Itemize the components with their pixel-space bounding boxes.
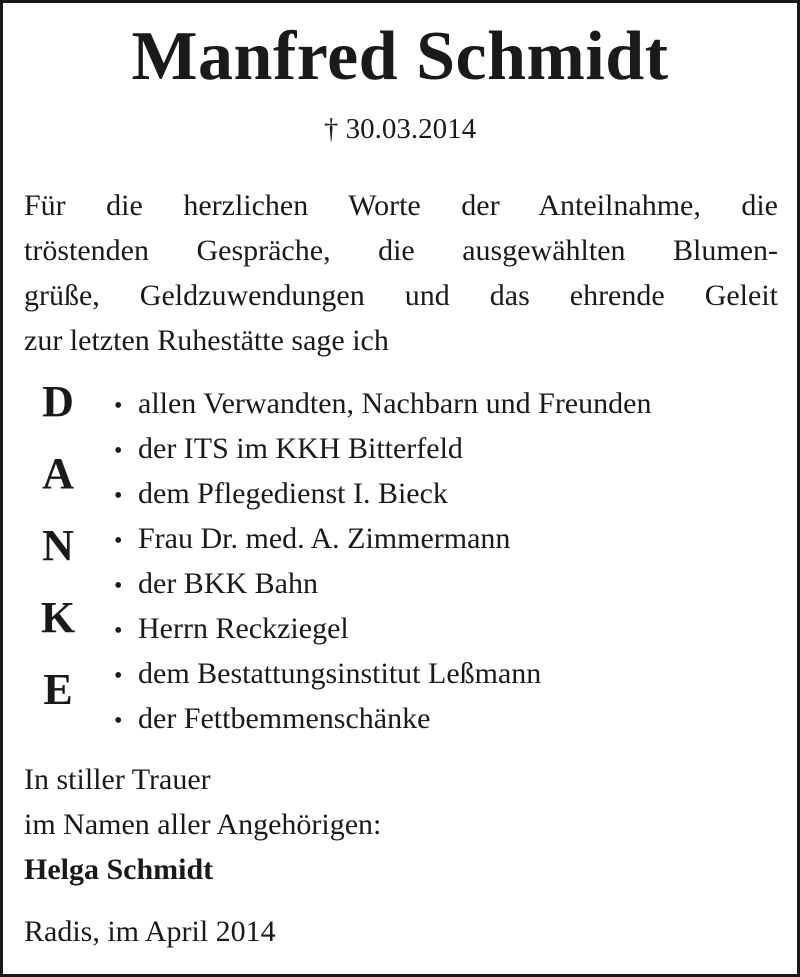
intro-line: Für die herzlichen Worte der Anteilnahme, die	[24, 189, 778, 222]
thanks-list	[114, 381, 651, 741]
list-item: • dem Pflegedienst I. Bieck	[114, 471, 651, 516]
danke-letter: E	[43, 665, 73, 714]
danke-letter: D	[42, 377, 74, 426]
list-item: • allen Verwandten, Nachbarn und Freunden	[114, 381, 651, 426]
closing-line: im Namen aller Angehörigen:	[24, 808, 382, 841]
list-item: • dem Bestattungsinstitut Leßmann	[114, 651, 651, 696]
deceased-name: Manfred Schmidt	[131, 18, 669, 95]
danke-letter: K	[40, 593, 76, 642]
closing-line: In stiller Trauer	[24, 763, 211, 796]
intro-line: tröstenden Gespräche, die ausgewählten Blumen-	[24, 234, 778, 267]
danke-letter: A	[42, 449, 74, 498]
danke-vertical-word	[32, 377, 84, 740]
list-item: • der Fettbemmenschänke	[114, 696, 651, 741]
intro-line: zur letzten Ruhestätte sage ich	[24, 324, 389, 357]
closing-block	[24, 757, 381, 892]
list-item: • Herrn Reckziegel	[114, 606, 651, 651]
death-date: † 30.03.2014	[323, 113, 477, 145]
place-date: Radis, im April 2014	[24, 915, 276, 948]
list-item: • der ITS im KKH Bitterfeld	[114, 426, 651, 471]
signer-name: Helga Schmidt	[24, 853, 214, 886]
intro-paragraph	[24, 183, 778, 363]
list-item: • Frau Dr. med. A. Zimmermann	[114, 516, 651, 561]
danke-letter: N	[42, 521, 74, 570]
list-item: • der BKK Bahn	[114, 561, 651, 606]
intro-line: grüße, Geldzuwendungen und das ehrende Geleit	[24, 279, 778, 312]
